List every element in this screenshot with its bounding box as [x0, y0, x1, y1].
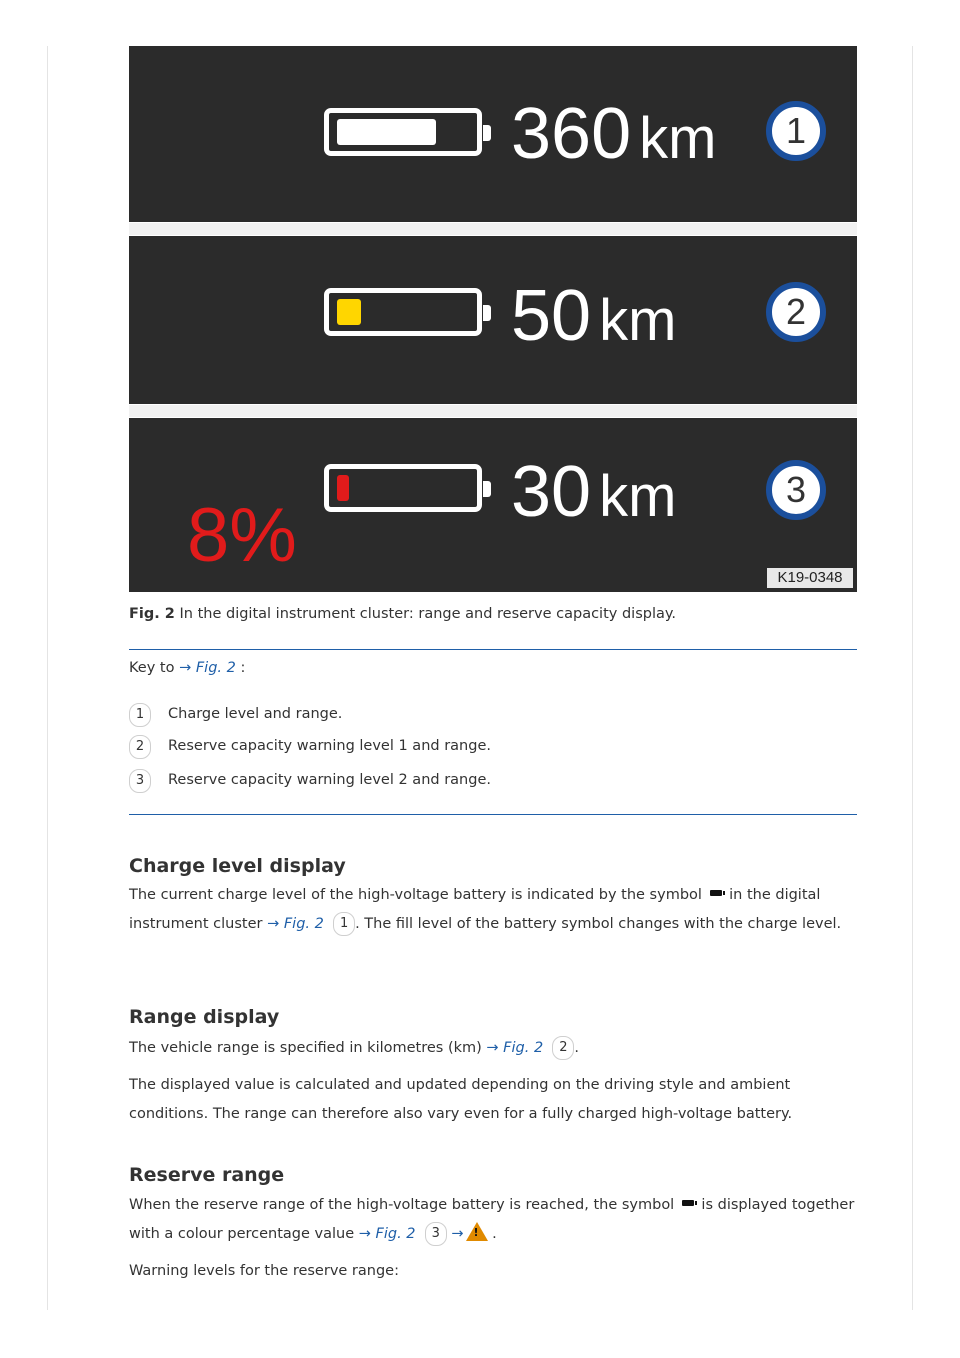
instrument-cluster-figure — [129, 46, 857, 592]
text: The current charge level of the high-voltage battery is indicated by the symbol — [129, 887, 707, 903]
range-row-1 — [129, 46, 857, 222]
arrow-right-icon: → — [451, 1225, 464, 1242]
key-item-text: Charge level and range. — [168, 706, 343, 722]
number-badge: 2 — [129, 735, 151, 759]
warning-glyph: ! — [473, 1226, 479, 1239]
range-readout — [511, 94, 717, 174]
text: is displayed together with a colour percentage value — [129, 1197, 855, 1242]
divider-top — [129, 649, 857, 650]
battery-tip — [483, 305, 491, 321]
battery-fill — [337, 299, 361, 325]
range-paragraph-2: The displayed value is calculated and updated depending on the driving style and ambient conditions. The range can therefore also vary even for a fully charged high-voltage battery. — [129, 1077, 793, 1122]
reserve-percentage: 8% — [187, 493, 297, 578]
fig-link[interactable]: Fig. 2 — [375, 1225, 416, 1242]
range-row-3 — [129, 418, 857, 592]
number-badge: 3 — [425, 1222, 447, 1246]
battery-tip — [483, 481, 491, 497]
callout-1: 1 — [766, 101, 826, 161]
number-badge: 1 — [129, 703, 151, 727]
arrow-right-icon: → — [179, 660, 192, 676]
battery-fill — [337, 119, 436, 145]
range-unit: km — [599, 288, 677, 353]
divider — [129, 405, 857, 417]
page-margin-line-left — [47, 46, 48, 1310]
key-intro: Key to — [129, 660, 180, 676]
range-readout — [511, 452, 677, 532]
key-item-text: Reserve capacity warning level 1 and range. — [168, 738, 491, 754]
section-heading-range: Range display — [129, 1006, 280, 1028]
divider-bottom — [129, 814, 857, 815]
fig-link[interactable]: Fig. 2 — [283, 915, 324, 932]
number-badge: 1 — [333, 912, 355, 936]
text: . — [574, 1040, 580, 1056]
range-unit: km — [639, 106, 717, 171]
figure-code: K19-0348 — [767, 568, 853, 588]
section-heading-reserve: Reserve range — [129, 1164, 285, 1186]
text: . The fill level of the battery symbol changes with the charge level. — [355, 915, 842, 932]
arrow-right-icon: → — [267, 915, 280, 932]
text: . — [487, 1225, 497, 1242]
callout-2: 2 — [766, 282, 826, 342]
number-badge: 3 — [129, 769, 151, 793]
text: The vehicle range is specified in kilometres (km) — [129, 1040, 487, 1056]
battery-icon — [324, 108, 482, 156]
range-value: 360 — [511, 94, 632, 174]
battery-fill — [337, 475, 349, 501]
charge-paragraph — [129, 881, 859, 938]
fig-link[interactable]: Fig. 2 — [503, 1040, 544, 1056]
range-paragraph — [129, 1034, 859, 1063]
battery-icon — [710, 890, 722, 896]
key-suffix: : — [235, 660, 246, 676]
callout-3: 3 — [766, 460, 826, 520]
range-row-2 — [129, 236, 857, 404]
battery-icon — [324, 464, 482, 512]
range-readout — [511, 276, 677, 356]
reserve-paragraph-2: Warning levels for the reserve range: — [129, 1263, 399, 1279]
figure-caption — [129, 606, 676, 622]
section-heading-charge: Charge level display — [129, 855, 346, 877]
number-badge: 2 — [552, 1036, 574, 1060]
reserve-paragraph — [129, 1191, 859, 1248]
text: in the digital instrument cluster — [129, 887, 821, 932]
caption-label: Fig. 2 — [129, 606, 175, 622]
warning-triangle-icon[interactable] — [466, 1222, 488, 1241]
battery-icon — [324, 288, 482, 336]
battery-tip — [483, 125, 491, 141]
range-unit: km — [599, 464, 677, 529]
text: When the reserve range of the high-voltage battery is reached, the symbol — [129, 1197, 679, 1213]
caption-text: In the digital instrument cluster: range and reserve capacity display. — [174, 606, 676, 622]
fig-link[interactable]: Fig. 2 — [195, 660, 236, 676]
key-heading — [129, 660, 245, 676]
arrow-right-icon: → — [486, 1040, 499, 1056]
battery-icon — [682, 1200, 694, 1206]
range-value: 50 — [511, 276, 592, 356]
divider — [129, 223, 857, 235]
arrow-right-icon: → — [358, 1225, 371, 1242]
key-item-text: Reserve capacity warning level 2 and range. — [168, 772, 491, 788]
page-margin-line-right — [912, 46, 913, 1310]
range-value: 30 — [511, 452, 592, 532]
